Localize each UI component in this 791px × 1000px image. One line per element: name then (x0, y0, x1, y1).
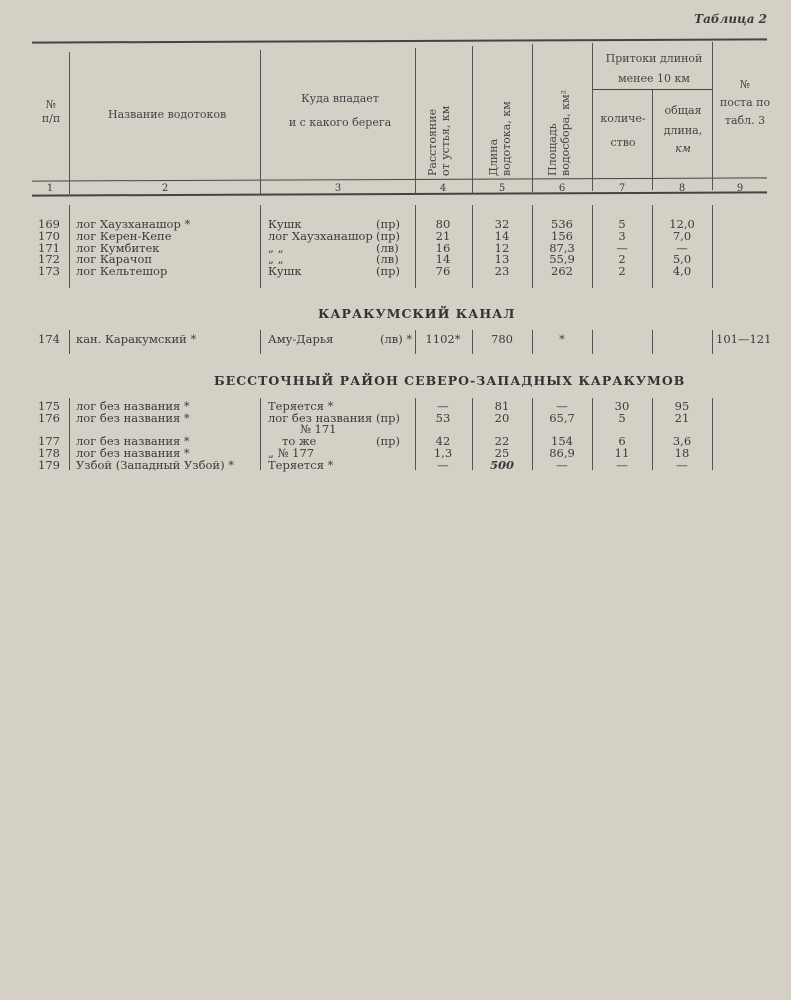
tributary-total-length: 5,0 (672, 252, 692, 267)
tributary-count: — (616, 240, 628, 255)
row-group-vline (592, 205, 593, 288)
watercourse-length: 14 (494, 228, 510, 243)
row-group-vline (415, 398, 416, 470)
distance-from-mouth: — (437, 399, 449, 413)
header-col3: Куда впадает и с какого берега (288, 92, 392, 129)
row-number: 179 (38, 457, 60, 472)
header-col4: Расстояние от устья, км (426, 105, 452, 176)
destination: лог без названия (268, 410, 373, 425)
destination: то же (282, 434, 317, 449)
catchment-area: 262 (551, 264, 573, 279)
destination: Кушк (268, 217, 302, 231)
bank-side: (пр) (376, 228, 400, 243)
distance-from-mouth: 80 (435, 217, 451, 231)
row-group-vline (652, 330, 653, 354)
header-col6: Площадь водосбора, км² (546, 89, 572, 176)
row-group-vline (652, 205, 653, 288)
destination: „ „ (268, 252, 284, 267)
row-group-vline (712, 205, 713, 288)
watercourse-name: лог без названия * (76, 399, 190, 413)
destination: Кушк (268, 264, 302, 279)
row-number: 170 (38, 228, 60, 243)
header-vline (69, 52, 70, 194)
catchment-area: 87,3 (549, 240, 575, 255)
watercourse-name: лог Карачоп (76, 252, 153, 267)
column-number: 1 (46, 183, 54, 194)
watercourse-name: кан. Каракумский * (76, 332, 197, 346)
catchment-area: 156 (551, 228, 573, 243)
column-number: 5 (498, 183, 506, 194)
watercourse-length: 500 (489, 457, 514, 472)
header-vline (472, 46, 473, 194)
tributary-count: 5 (618, 410, 626, 425)
watercourse-name: лог Кумбитек (76, 240, 160, 255)
watercourse-name: Узбой (Западный Узбой) * (76, 457, 234, 472)
bank-side: (лв) (376, 252, 399, 267)
watercourse-name: лог без названия * (76, 410, 190, 425)
header-vline (652, 90, 653, 190)
tributary-total-length: — (676, 240, 688, 255)
row-number: 175 (38, 399, 60, 413)
catchment-area: * (559, 332, 565, 346)
watercourse-name: лог без названия * (76, 445, 190, 460)
row-group-vline (592, 398, 593, 470)
row-number: 169 (38, 217, 60, 231)
tributary-count: — (616, 457, 628, 472)
row-group-vline (712, 330, 713, 354)
catchment-area: 536 (551, 217, 573, 231)
header-vline (592, 43, 593, 191)
header-col9: № поста по табл. 3 (719, 78, 771, 127)
header-col7: количе- ство (600, 112, 646, 149)
row-group-vline (260, 205, 261, 288)
tributary-total-length: 21 (674, 410, 690, 425)
catchment-area: — (556, 457, 568, 472)
bank-side: (пр) (376, 434, 400, 449)
watercourse-length: 25 (494, 445, 510, 460)
row-group-vline (712, 398, 713, 470)
row-group-vline (69, 398, 70, 470)
destination: лог Хаузханашор (268, 228, 373, 243)
header-col8: общая длина, км (663, 104, 703, 155)
header-col5: Длина водотока, км (487, 101, 513, 176)
destination: „ № 177 (268, 445, 315, 460)
row-group-vline (592, 330, 593, 354)
catchment-area: 55,9 (549, 252, 575, 267)
header-col2: Название водотоков (108, 108, 227, 121)
destination: Аму-Дарья (268, 332, 334, 346)
watercourse-name: лог Кельтешор (76, 264, 168, 279)
distance-from-mouth: — (437, 457, 449, 472)
row-number: 176 (38, 410, 60, 425)
distance-from-mouth: 1,3 (433, 445, 453, 460)
tributary-total-length: 12,0 (669, 217, 695, 231)
watercourse-name: лог Керен-Кепе (76, 228, 172, 243)
bank-side: (лв) * (380, 332, 413, 346)
catchment-area: — (556, 399, 568, 413)
header-vline (532, 44, 533, 192)
catchment-area: 86,9 (549, 445, 575, 460)
tributary-total-length: 7,0 (672, 228, 692, 243)
bank-side: (пр) (376, 410, 400, 425)
distance-from-mouth: 53 (435, 410, 451, 425)
bank-side: (пр) (376, 264, 400, 279)
tributary-count: 30 (614, 399, 630, 413)
column-number: 9 (736, 183, 744, 194)
row-group-vline (472, 398, 473, 470)
distance-from-mouth: 21 (435, 228, 451, 243)
tributary-count: 2 (618, 252, 626, 267)
distance-from-mouth: 42 (435, 434, 451, 449)
column-number: 6 (558, 183, 566, 194)
watercourse-length: 32 (494, 217, 510, 231)
column-number: 7 (618, 183, 626, 194)
destination: № 171 (300, 422, 337, 437)
header-bottom-rule (32, 177, 767, 181)
section-title-drainless-region: БЕССТОЧНЫЙ РАЙОН СЕВЕРО-ЗАПАДНЫХ КАРАКУМОВ (214, 373, 686, 388)
row-group-vline (472, 205, 473, 288)
tributary-total-length: 18 (674, 445, 690, 460)
watercourse-length: 780 (491, 332, 513, 346)
destination: Теряется * (268, 457, 334, 472)
tributary-total-length: 95 (674, 399, 690, 413)
header-top-rule (32, 38, 767, 43)
row-number: 171 (38, 240, 60, 255)
watercourse-length: 23 (494, 264, 510, 279)
row-number: 178 (38, 445, 60, 460)
row-group-vline (532, 398, 533, 470)
row-group-vline (69, 205, 70, 288)
header-vline (712, 42, 713, 190)
distance-from-mouth: 76 (435, 264, 451, 279)
row-group-vline (472, 330, 473, 354)
header-vline (415, 48, 416, 194)
row-group-vline (415, 205, 416, 288)
bank-side: (пр) (376, 217, 400, 231)
colnum-bottom-rule (32, 191, 767, 196)
catchment-area: 65,7 (549, 410, 575, 425)
tributary-total-length: 4,0 (672, 264, 692, 279)
bank-side: (лв) (376, 240, 399, 255)
row-number: 173 (38, 264, 60, 279)
distance-from-mouth: 1102* (425, 332, 461, 346)
distance-from-mouth: 16 (435, 240, 451, 255)
header-col1: № п/п (41, 98, 61, 125)
watercourse-length: 22 (494, 434, 510, 449)
row-group-vline (652, 398, 653, 470)
distance-from-mouth: 14 (435, 252, 451, 267)
row-group-vline (69, 330, 70, 354)
row-group-vline (415, 330, 416, 354)
watercourse-length: 13 (494, 252, 510, 267)
row-group-vline (260, 398, 261, 470)
tributary-count: 2 (618, 264, 626, 279)
row-number: 174 (38, 332, 60, 346)
header-tributaries: Притоки длиной менее 10 км (605, 52, 703, 85)
row-group-vline (532, 205, 533, 288)
row-group-vline (532, 330, 533, 354)
watercourse-name: лог без названия * (76, 434, 190, 449)
row-group-vline (260, 330, 261, 354)
column-number: 4 (439, 183, 447, 194)
post-number: 101—121 (716, 332, 772, 346)
destination: Теряется * (268, 399, 334, 413)
header-vline (260, 50, 261, 194)
tributary-count: 3 (618, 228, 626, 243)
watercourse-length: 81 (494, 399, 510, 413)
row-number: 177 (38, 434, 60, 449)
watercourse-length: 12 (494, 240, 510, 255)
section-title-karakum-canal: КАРАКУМСКИЙ КАНАЛ (318, 306, 516, 321)
row-number: 172 (38, 252, 60, 267)
tributary-count: 5 (618, 217, 626, 231)
tributary-total-length: — (676, 457, 688, 472)
watercourse-name: лог Хаузханашор * (76, 217, 191, 231)
tributary-total-length: 3,6 (672, 434, 692, 449)
column-number: 8 (678, 183, 686, 194)
watercourse-length: 20 (494, 410, 510, 425)
destination: „ „ (268, 240, 284, 255)
column-number: 3 (334, 183, 342, 194)
tributary-count: 11 (614, 445, 630, 460)
catchment-area: 154 (551, 434, 573, 449)
table-label: Таблица 2 (694, 12, 767, 26)
column-number: 2 (161, 183, 169, 194)
tributary-count: 6 (618, 434, 626, 449)
